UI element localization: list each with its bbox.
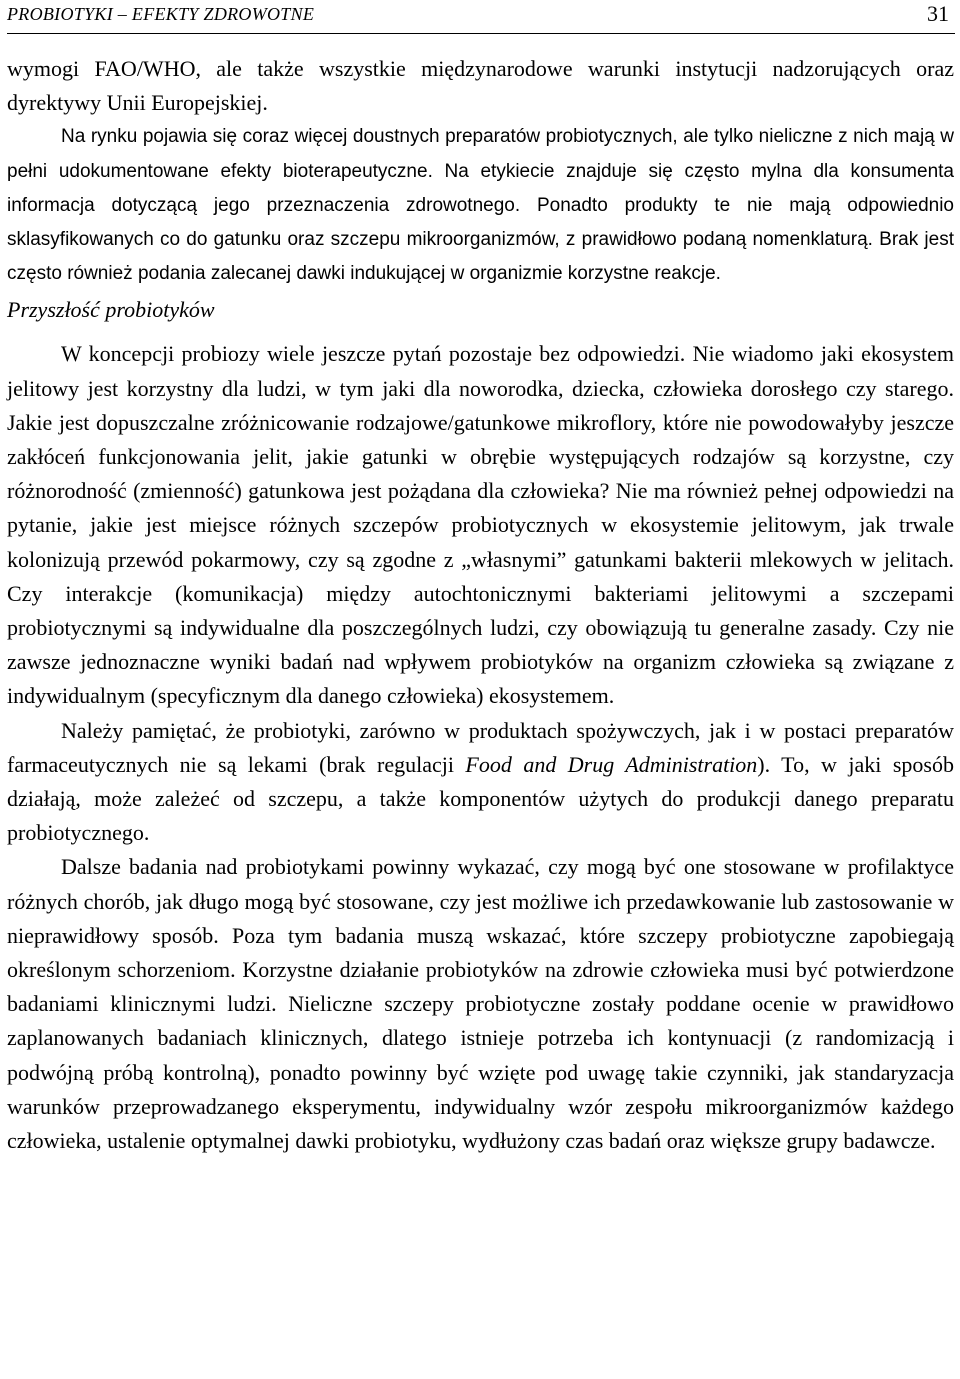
body-text [7, 52, 954, 1158]
running-title: PROBIOTYKI – EFEKTY ZDROWOTNE [7, 4, 315, 24]
paragraph-continuation: wymogi FAO/WHO, ale także wszystkie międzynarodowe warunki instytucji nadzorujących oraz dyrektywy Unii Europejskiej. [7, 56, 954, 116]
paragraph-market: Na rynku pojawia się coraz więcej doustnych preparatów probiotycznych, ale tylko nieliczne z nich mają w pełni udokumentowane efekty bioterapeutyczne. Na etykiecie znajduje się często mylna dla konsumenta informacja dotyczącą jego przeznaczenia zdrowotnego. Ponadto produkty te nie mają odpowiednio sklasyfikowanych co do gatunku oraz szczepu mikroorganizmów, z prawidłowo podaną nomenklaturą. Brak jest często również podania zalecanej dawki indukującej w organizmie korzystne reakcje. [7, 126, 954, 285]
page-number: 31 [927, 1, 949, 26]
paragraph-further-research: Dalsze badania nad probiotykami powinny wykazać, czy mogą być one stosowane w profilaktyce różnych chorób, jak długo mogą być stosowane, czy jest możliwe ich przedawkowanie lub zastosowanie w nieprawidłowy sposób. Poza tym badania muszą wskazać, które szczepy probiotyczne zapobiegają określonym schorzeniom. Korzystne działanie probiotyków na zdrowie człowieka musi być potwierdzone badaniami klinicznymi ludzi. Nieliczne szczepy probiotyczne zostały poddane ocenie w prawidłowo zaplanowanych badaniach klinicznych, dlatego istnieje potrzeba ich kontynuacji (z randomizacją i podwójną próbą kontrolną), ponadto powinny być wzięte pod uwagę takie czynniki, jak standaryzacja warunków przeprowadzanego eksperymentu, indywidualny wzór zespołu mikroorganizmów każdego człowieka, ustalenie optymalnej dawki probiotyku, wydłużony czas badań oraz większe grupy badawcze. [7, 854, 954, 1154]
paragraph-regulation-text-b: ). To, w jaki sposób działają, może zależeć od szczepu, a także komponentów użytych do produkcji danego preparatu probiotycznego. [7, 751, 954, 846]
fda-name: Food and Drug Administration [465, 751, 758, 777]
paragraph-questions: W koncepcji probiozy wiele jeszcze pytań pozostaje bez odpowiedzi. Nie wiadomo jaki ekosystem jelitowy jest korzystny dla ludzi, w tym jaki dla noworodka, dziecka, człowieka dorosłego czy starego. Jakie jest dopuszczalne zróżnicowanie rodzajowe/gatunkowe mikroflory, które nie powodowałyby jeszcze zakłóceń funkcjonowania jelit, jakie gatunki w obrębie występujących rodzajów są korzystne, czy różnorodność (zmienność) gatunkowa jest pożądana dla człowieka? Nie ma również pełnej odpowiedzi na pytanie, jakie jest miejsce różnych szczepów probiotycznych w ekosystemie jelitowym, jak trwale kolonizują przewód pokarmowy, czy są zgodne z „własnymi” gatunkami bakterii mlekowych w jelitach. Czy interakcje (komunikacja) między autochtonicznymi bakteriami jelitowymi a szczepami probiotycznymi są indywidualne dla poszczególnych ludzi, czy obowiązują tu generalne zasady. Czy nie zawsze jednoznaczne wyniki badań nad wpływem probiotyków na organizm człowieka są związane z indywidualnym (specyficznym dla danego człowieka) ekosystemem. [7, 341, 954, 709]
section-heading: Przyszłość probiotyków [7, 297, 215, 323]
paragraph-regulation-text-a: Należy pamiętać, że probiotyki, zarówno w produktach spożywczych, jak i w postaci preparatów farmaceutycznych nie są lekami (brak regulacji [7, 717, 954, 777]
paragraph-regulation [7, 714, 954, 851]
page-header [7, 0, 955, 34]
